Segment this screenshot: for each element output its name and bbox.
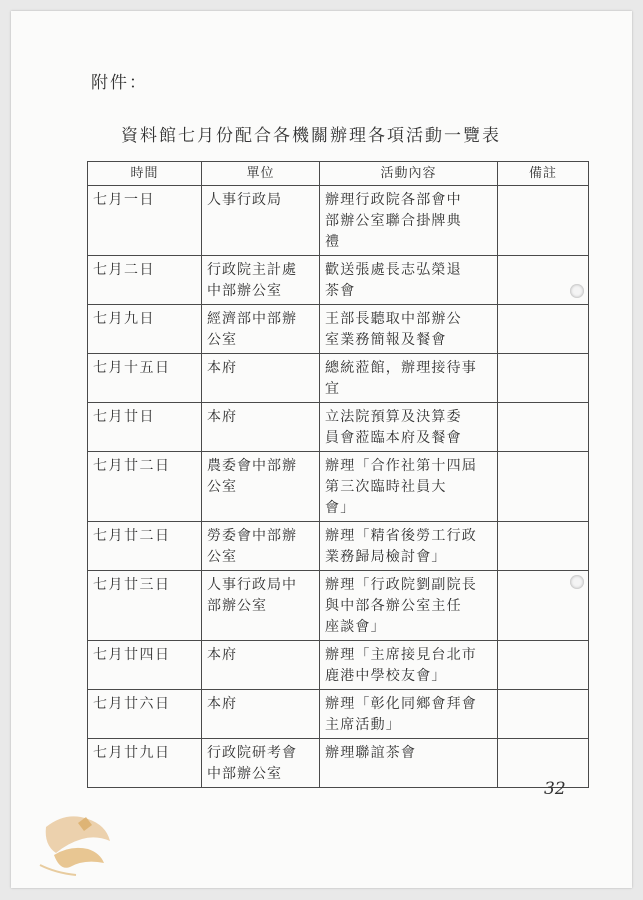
table-row: [88, 305, 589, 354]
cell-activity: 辦理「精省後勞工行政 業務歸局檢討會」: [320, 522, 498, 571]
table-row: [88, 522, 589, 571]
cell-date: 七月廿六日: [88, 690, 202, 739]
punch-hole: [570, 284, 584, 298]
cell-note: [498, 305, 589, 354]
column-header-time: 時間: [88, 162, 202, 186]
document-page: [11, 11, 632, 888]
cell-note: [498, 452, 589, 522]
cell-date: 七月廿日: [88, 403, 202, 452]
cell-note: [498, 403, 589, 452]
table-row: [88, 452, 589, 522]
table-header-row: [88, 162, 589, 186]
cell-date: 七月二日: [88, 256, 202, 305]
table-row: [88, 403, 589, 452]
cell-note: [498, 354, 589, 403]
cell-note: [498, 186, 589, 256]
cell-unit: 本府: [202, 403, 320, 452]
cell-activity: 辦理行政院各部會中 部辦公室聯合掛牌典 禮: [320, 186, 498, 256]
cell-activity: 王部長聽取中部辦公 室業務簡報及餐會: [320, 305, 498, 354]
cell-unit: 本府: [202, 641, 320, 690]
cell-date: 七月一日: [88, 186, 202, 256]
cell-note: [498, 641, 589, 690]
cell-date: 七月廿二日: [88, 522, 202, 571]
cell-note: [498, 739, 589, 788]
punch-hole: [570, 575, 584, 589]
table-row: [88, 186, 589, 256]
document-title: 資料館七月份配合各機關辦理各項活動一覽表: [121, 126, 501, 146]
table-row: [88, 641, 589, 690]
cell-activity: 辦理「主席接見台北市 鹿港中學校友會」: [320, 641, 498, 690]
archive-logo-icon: [26, 805, 121, 885]
cell-unit: 勞委會中部辦 公室: [202, 522, 320, 571]
page-number: 32: [544, 779, 566, 799]
cell-unit: 本府: [202, 354, 320, 403]
cell-unit: 行政院研考會 中部辦公室: [202, 739, 320, 788]
activity-table: [87, 161, 589, 788]
cell-date: 七月廿九日: [88, 739, 202, 788]
cell-unit: 經濟部中部辦 公室: [202, 305, 320, 354]
cell-unit: 行政院主計處 中部辦公室: [202, 256, 320, 305]
cell-unit: 本府: [202, 690, 320, 739]
cell-activity: 總統蒞館，辦理接待事 宜: [320, 354, 498, 403]
cell-date: 七月十五日: [88, 354, 202, 403]
cell-date: 七月廿二日: [88, 452, 202, 522]
cell-note: [498, 690, 589, 739]
cell-activity: 辦理「合作社第十四屆 第三次臨時社員大 會」: [320, 452, 498, 522]
column-header-note: 備註: [498, 162, 589, 186]
column-header-unit: 單位: [202, 162, 320, 186]
cell-date: 七月廿三日: [88, 571, 202, 641]
cell-unit: 人事行政局中 部辦公室: [202, 571, 320, 641]
table-row: [88, 256, 589, 305]
cell-unit: 人事行政局: [202, 186, 320, 256]
cell-activity: 辦理「行政院劉副院長 與中部各辦公室主任 座談會」: [320, 571, 498, 641]
table-row: [88, 571, 589, 641]
cell-note: [498, 522, 589, 571]
table-row: [88, 690, 589, 739]
cell-activity: 辦理「彰化同鄉會拜會 主席活動」: [320, 690, 498, 739]
cell-date: 七月廿四日: [88, 641, 202, 690]
cell-activity: 立法院預算及決算委 員會蒞臨本府及餐會: [320, 403, 498, 452]
cell-date: 七月九日: [88, 305, 202, 354]
column-header-activity: 活動內容: [320, 162, 498, 186]
cell-activity: 辦理聯誼茶會: [320, 739, 498, 788]
cell-unit: 農委會中部辦 公室: [202, 452, 320, 522]
table-row: [88, 354, 589, 403]
table-row: [88, 739, 589, 788]
attachment-label: 附件：: [91, 73, 148, 93]
cell-activity: 歡送張處長志弘榮退 茶會: [320, 256, 498, 305]
